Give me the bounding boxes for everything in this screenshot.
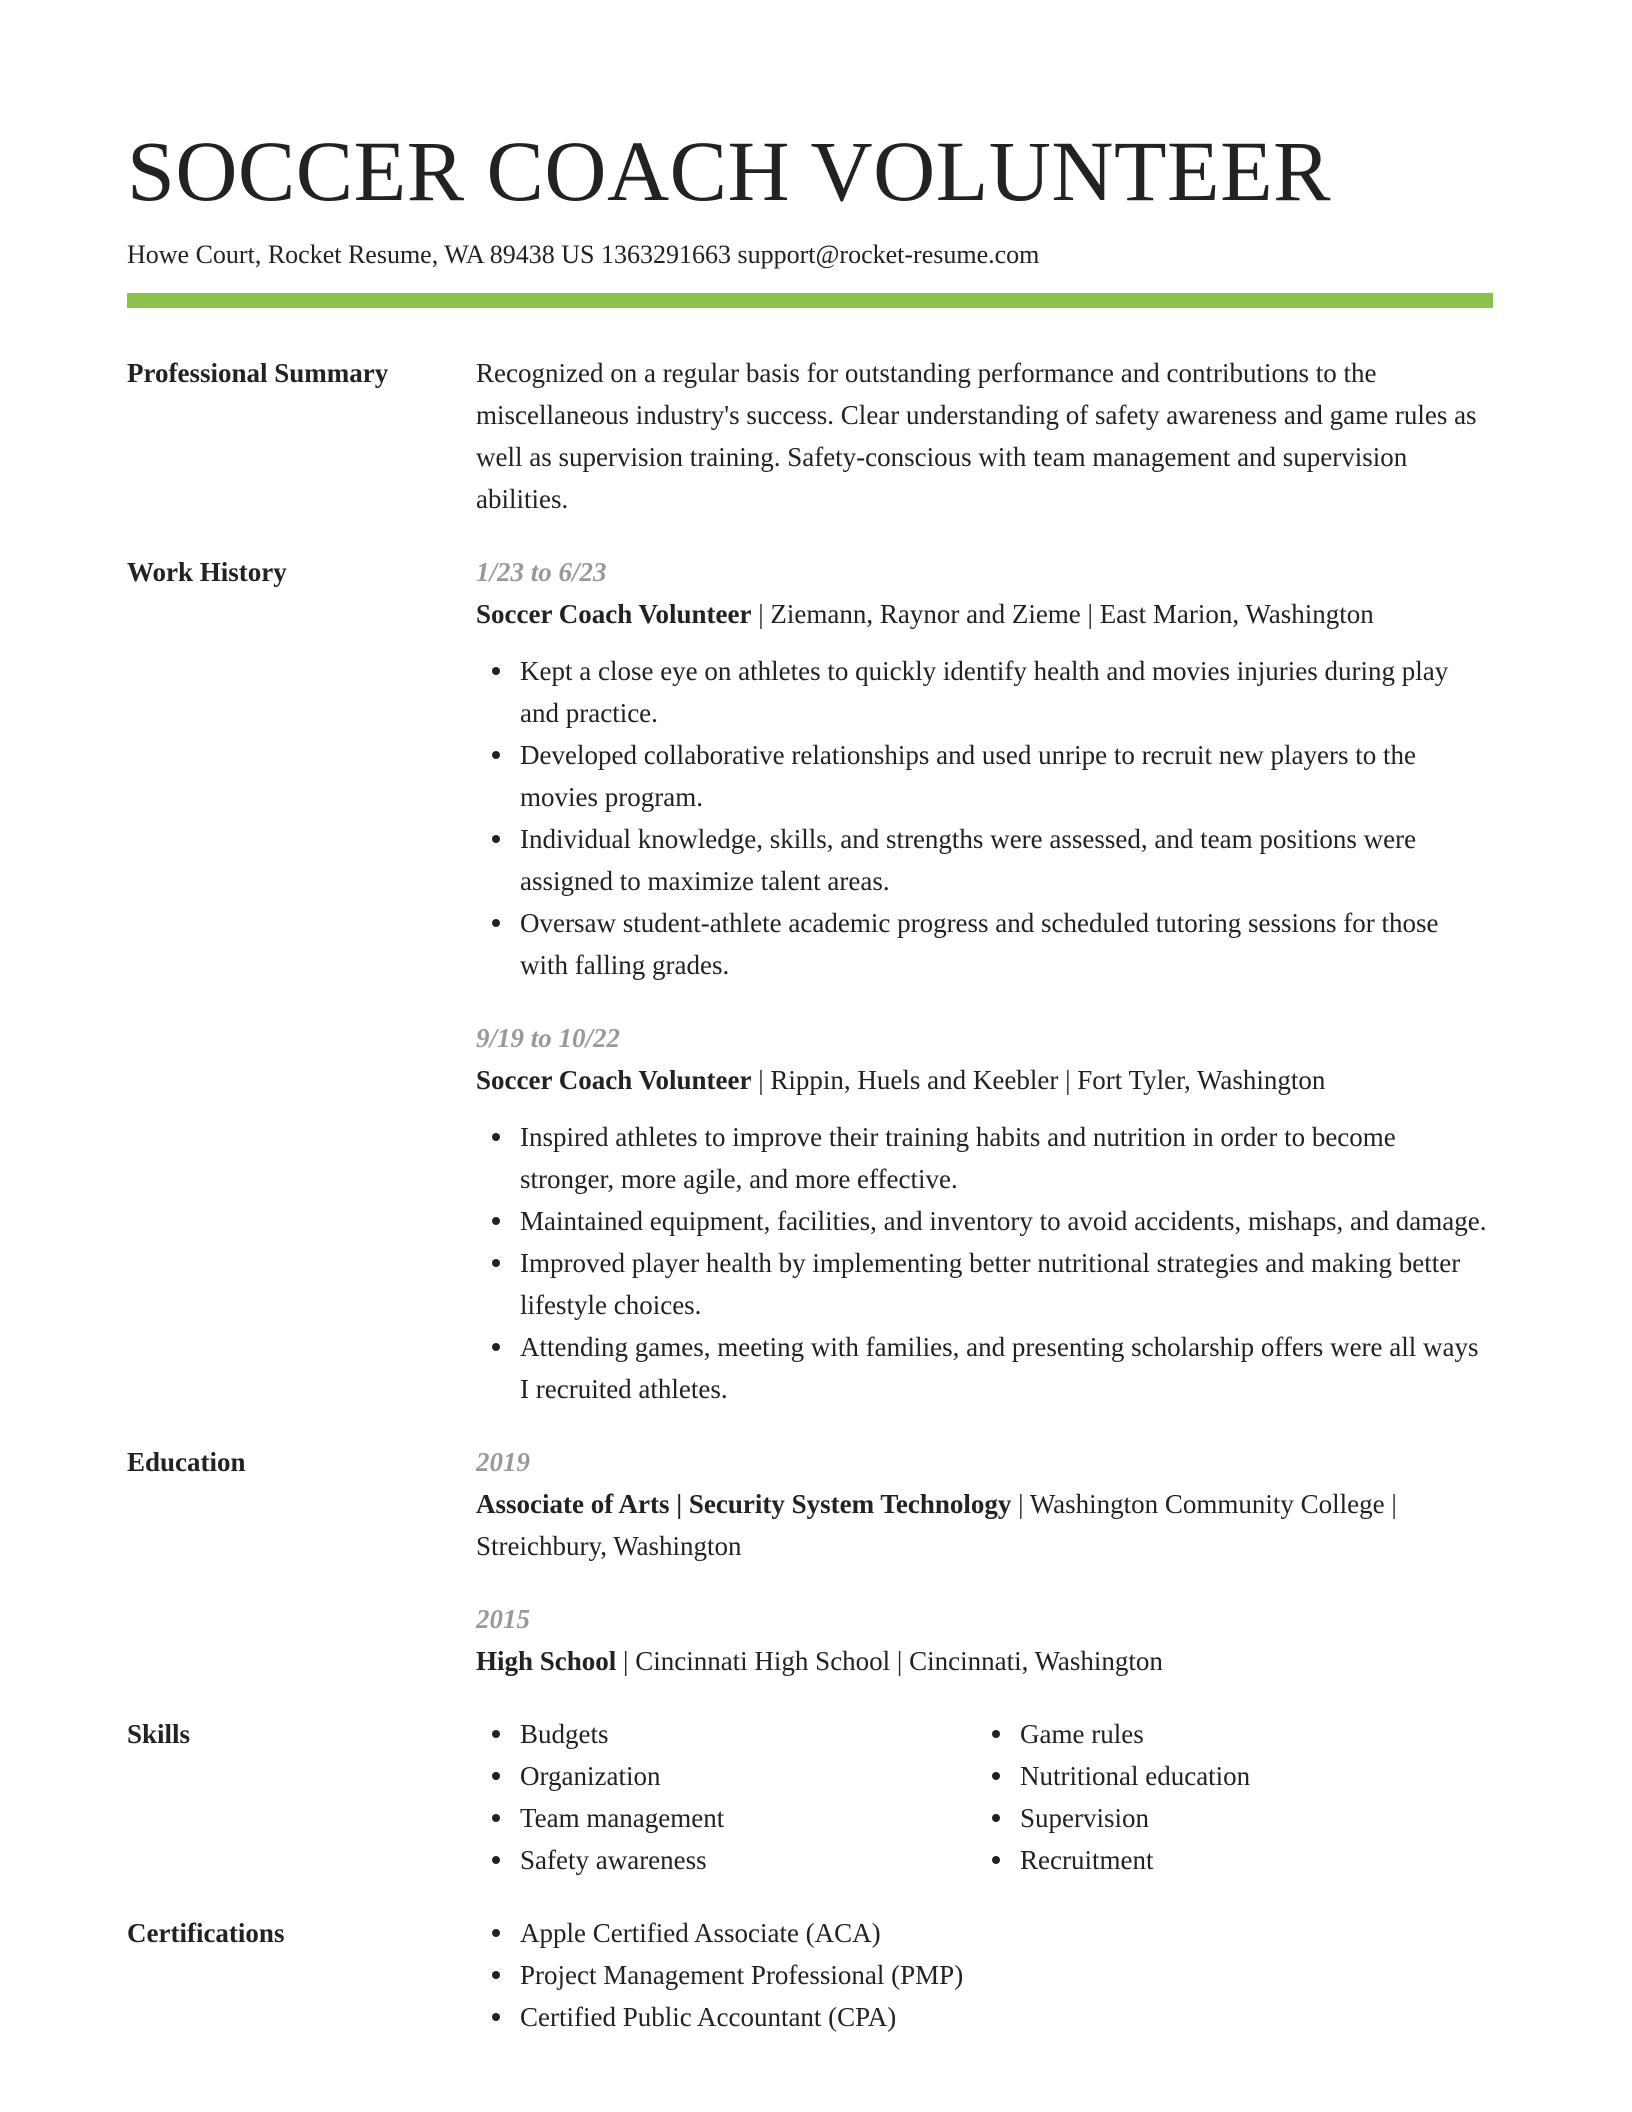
list-item: Maintained equipment, facilities, and inventory to avoid accidents, mishaps, and damage. <box>520 1200 1493 1242</box>
certifications-section <box>127 1912 1493 2038</box>
section-label-education: Education <box>127 1447 246 1477</box>
certifications-list <box>476 1912 1493 2038</box>
list-item: Supervision <box>1020 1797 1476 1839</box>
summary-text: Recognized on a regular basis for outstanding performance and contributions to the miscellaneous industry's success. Clear understanding of safety awareness and game rules as well as supervision training. Safety-conscious with team management and supervision abilities. <box>476 358 1477 514</box>
job-title: Soccer Coach Volunteer <box>476 1065 752 1095</box>
summary-section <box>127 352 1493 520</box>
section-label-summary: Professional Summary <box>127 358 389 388</box>
skills-column-left <box>476 1713 976 1881</box>
education-entry <box>476 1598 1493 1682</box>
list-item: Organization <box>520 1755 976 1797</box>
job-date: 9/19 to 10/22 <box>476 1023 621 1053</box>
job-bullets <box>476 1116 1493 1410</box>
skills-body <box>476 1713 1493 1881</box>
education-body <box>476 1441 1493 1682</box>
education-degree: Associate of Arts | Security System Technology <box>476 1489 1012 1519</box>
education-section <box>127 1441 1493 1682</box>
work-history-section <box>127 551 1493 1410</box>
list-item: Nutritional education <box>1020 1755 1476 1797</box>
list-item: Recruitment <box>1020 1839 1476 1881</box>
job-details: | Rippin, Huels and Keebler | Fort Tyler, Washington <box>751 1065 1326 1095</box>
list-item: Kept a close eye on athletes to quickly identify health and movies injuries during play and practice. <box>520 650 1493 734</box>
resume-name: SOCCER COACH VOLUNTEER <box>127 123 1331 219</box>
list-item: Individual knowledge, skills, and strengths were assessed, and team positions were assigned to maximize talent areas. <box>520 818 1493 902</box>
education-details: | Washington Community College | Streichbury, Washington <box>476 1489 1397 1561</box>
job-role-line <box>476 593 1493 635</box>
job-entry <box>476 1017 1493 1410</box>
list-item: Safety awareness <box>520 1839 976 1881</box>
education-date: 2015 <box>476 1604 530 1634</box>
list-item: Improved player health by implementing better nutritional strategies and making better lifestyle choices. <box>520 1242 1493 1326</box>
skills-list <box>976 1713 1476 1881</box>
job-details: | Ziemann, Raynor and Zieme | East Marion, Washington <box>751 599 1374 629</box>
job-role-line <box>476 1059 1493 1101</box>
certifications-body <box>476 1912 1493 2038</box>
job-entry <box>476 551 1493 986</box>
list-item: Attending games, meeting with families, and presenting scholarship offers were all ways I recruited athletes. <box>520 1326 1493 1410</box>
education-entry <box>476 1441 1493 1567</box>
skills-section <box>127 1713 1493 1881</box>
list-item: Apple Certified Associate (ACA) <box>520 1912 1493 1954</box>
job-title: Soccer Coach Volunteer <box>476 599 752 629</box>
work-history-body <box>476 551 1493 1410</box>
section-label-certifications: Certifications <box>127 1918 285 1948</box>
list-item: Budgets <box>520 1713 976 1755</box>
job-date: 1/23 to 6/23 <box>476 557 607 587</box>
education-line <box>476 1483 1493 1567</box>
list-item: Team management <box>520 1797 976 1839</box>
section-label-skills: Skills <box>127 1719 191 1749</box>
skills-list <box>476 1713 976 1881</box>
education-degree: High School <box>476 1646 617 1676</box>
contact-line: Howe Court, Rocket Resume, WA 89438 US 1363291663 support@rocket-resume.com <box>127 240 1040 269</box>
accent-divider <box>127 293 1493 308</box>
list-item: Certified Public Accountant (CPA) <box>520 1996 1493 2038</box>
list-item: Oversaw student-athlete academic progress and scheduled tutoring sessions for those with falling grades. <box>520 902 1493 986</box>
list-item: Project Management Professional (PMP) <box>520 1954 1493 1996</box>
skills-column-right <box>976 1713 1476 1881</box>
section-label-work-history: Work History <box>127 557 287 587</box>
resume-page <box>127 0 1493 2038</box>
list-item: Inspired athletes to improve their training habits and nutrition in order to become stronger, more agile, and more effective. <box>520 1116 1493 1200</box>
education-date: 2019 <box>476 1447 530 1477</box>
list-item: Developed collaborative relationships and used unripe to recruit new players to the movies program. <box>520 734 1493 818</box>
list-item: Game rules <box>1020 1713 1476 1755</box>
job-bullets <box>476 650 1493 986</box>
summary-body <box>476 352 1493 520</box>
education-details: | Cincinnati High School | Cincinnati, Washington <box>616 1646 1163 1676</box>
education-line <box>476 1640 1493 1682</box>
